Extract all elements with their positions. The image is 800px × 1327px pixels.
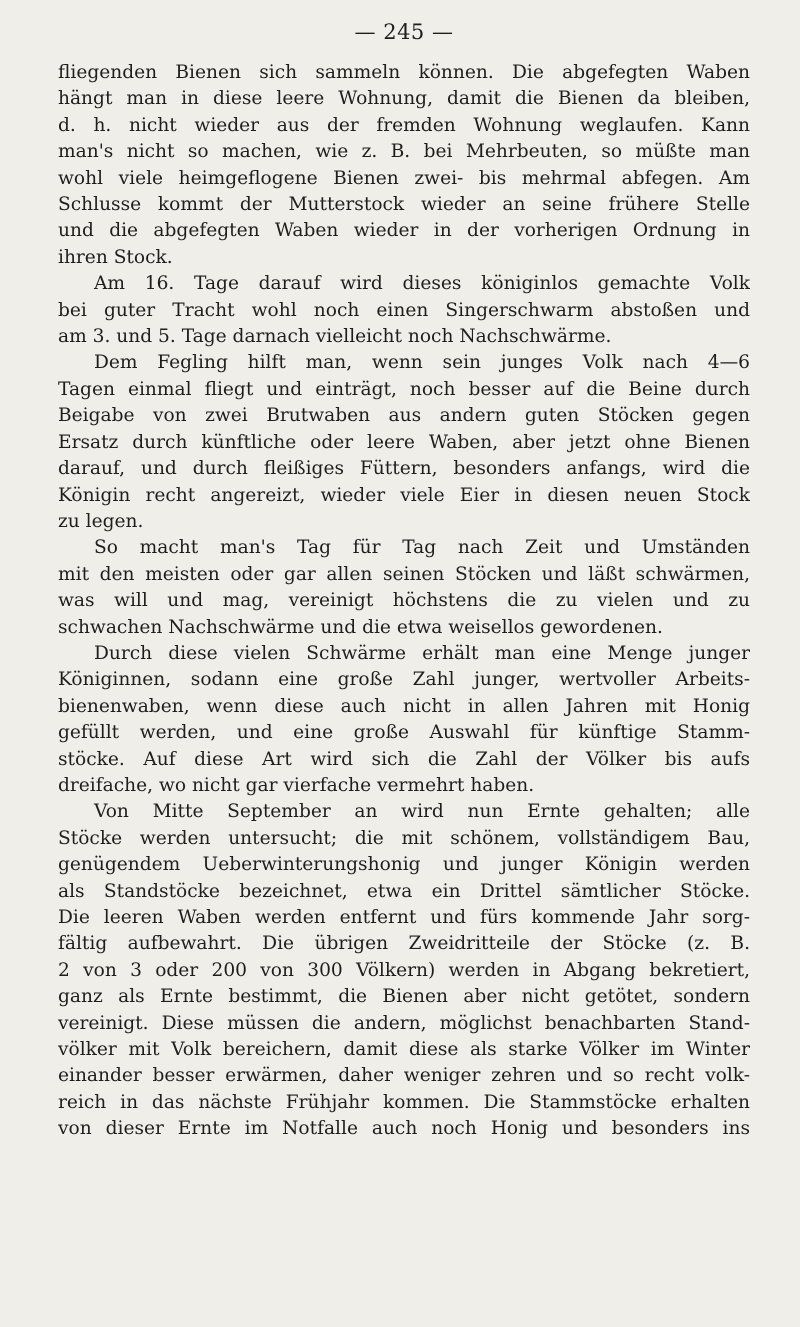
paragraph xyxy=(58,271,750,350)
text-line: zu legen. xyxy=(58,510,144,532)
text-line: darauf, und durch fleißiges Füttern, besonders anfangs, wird die xyxy=(58,458,750,480)
text-line: als Standstöcke bezeichnet, etwa ein Drittel sämtlicher Stöcke. xyxy=(58,880,750,902)
text-line: reich in das nächste Frühjahr kommen. Die Stammstöcke erhalten xyxy=(58,1091,750,1113)
text-line: Königin recht angereizt, wieder viele Eier in diesen neuen Stock xyxy=(58,484,750,506)
text-line: So macht man's Tag für Tag nach Zeit und Umständen xyxy=(94,537,750,559)
text-line: am 3. und 5. Tage darnach vielleicht noch Nachschwärme. xyxy=(58,326,612,348)
text-line: fliegenden Bienen sich sammeln können. Die abgefegten Waben xyxy=(58,62,750,83)
text-line: Schlusse kommt der Mutterstock wieder an seine frühere Stelle xyxy=(58,194,750,216)
text-line: von dieser Ernte im Notfalle auch noch Honig und besonders ins xyxy=(58,1118,750,1140)
text-line: Am 16. Tage darauf wird dieses königinlos gemachte Volk xyxy=(94,273,750,295)
text-line: man's nicht so machen, wie z. B. bei Mehrbeuten, so müßte man xyxy=(58,141,750,163)
text-line: hängt man in diese leere Wohnung, damit die Bienen da bleiben, xyxy=(58,88,750,110)
text-line: d. h. nicht wieder aus der fremden Wohnung weglaufen. Kann xyxy=(58,114,750,136)
text-line: Beigabe von zwei Brutwaben aus andern guten Stöcken gegen xyxy=(58,405,750,427)
text-line: Dem Fegling hilft man, wenn sein junges Volk nach 4—6 xyxy=(94,352,750,374)
text-line: Ersatz durch künftliche oder leere Waben, aber jetzt ohne Bienen xyxy=(58,431,750,453)
paragraph xyxy=(58,799,750,1142)
text-line: bei guter Tracht wohl noch einen Singerschwarm abstoßen und xyxy=(58,299,750,321)
text-line: einander besser erwärmen, daher weniger zehren und so recht volk- xyxy=(58,1065,750,1087)
text-line: gefüllt werden, und eine große Auswahl für künftige Stamm- xyxy=(58,722,750,744)
text-line: Die leeren Waben werden entfernt und fürs kommende Jahr sorg- xyxy=(58,907,750,928)
text-line: Durch diese vielen Schwärme erhält man eine Menge junger xyxy=(94,642,750,664)
text-line: fältig aufbewahrt. Die übrigen Zweidritteile der Stöcke (z. B. xyxy=(58,933,750,955)
text-line: Königinnen, sodann eine große Zahl junger, wertvoller Arbeits- xyxy=(58,669,750,691)
paragraph xyxy=(58,350,750,535)
text-line: 2 von 3 oder 200 von 300 Völkern) werden in Abgang bekretiert, xyxy=(58,959,750,981)
text-line: was will und mag, vereinigt höchstens die zu vielen und zu xyxy=(58,590,750,612)
text-line: völker mit Volk bereichern, damit diese als starke Völker im Winter xyxy=(58,1039,750,1061)
text-line: dreifache, wo nicht gar vierfache vermehrt haben. xyxy=(58,774,535,796)
text-line: wohl viele heimgeflogene Bienen zwei- bis mehrmal abfegen. Am xyxy=(58,167,750,189)
page-number: — 245 — xyxy=(354,20,454,44)
text-line: ihren Stock. xyxy=(58,246,173,268)
text-line: vereinigt. Diese müssen die andern, möglichst benachbarten Stand- xyxy=(58,1012,750,1034)
text-line: mit den meisten oder gar allen seinen Stöcken und läßt schwärmen, xyxy=(58,563,750,585)
text-line: stöcke. Auf diese Art wird sich die Zahl der Völker bis aufs xyxy=(58,748,750,770)
text-line: ganz als Ernte bestimmt, die Bienen aber nicht getötet, sondern xyxy=(58,986,750,1008)
text-line: bienenwaben, wenn diese auch nicht in allen Jahren mit Honig xyxy=(58,695,750,717)
text-line: Von Mitte September an wird nun Ernte gehalten; alle xyxy=(94,801,750,823)
text-line: schwachen Nachschwärme und die etwa weisellos gewordenen. xyxy=(58,616,663,638)
text-line: und die abgefegten Waben wieder in der vorherigen Ordnung in xyxy=(58,220,750,242)
text-line: Tagen einmal fliegt und einträgt, noch besser auf die Beine durch xyxy=(58,378,750,400)
text-line: genügendem Ueberwinterungshonig und junger Königin werden xyxy=(58,854,750,876)
text-line: Stöcke werden untersucht; die mit schönem, vollständigem Bau, xyxy=(58,827,750,849)
paragraph xyxy=(58,535,750,641)
body-text xyxy=(58,60,750,1143)
paragraph xyxy=(58,641,750,799)
paragraph xyxy=(58,60,750,271)
